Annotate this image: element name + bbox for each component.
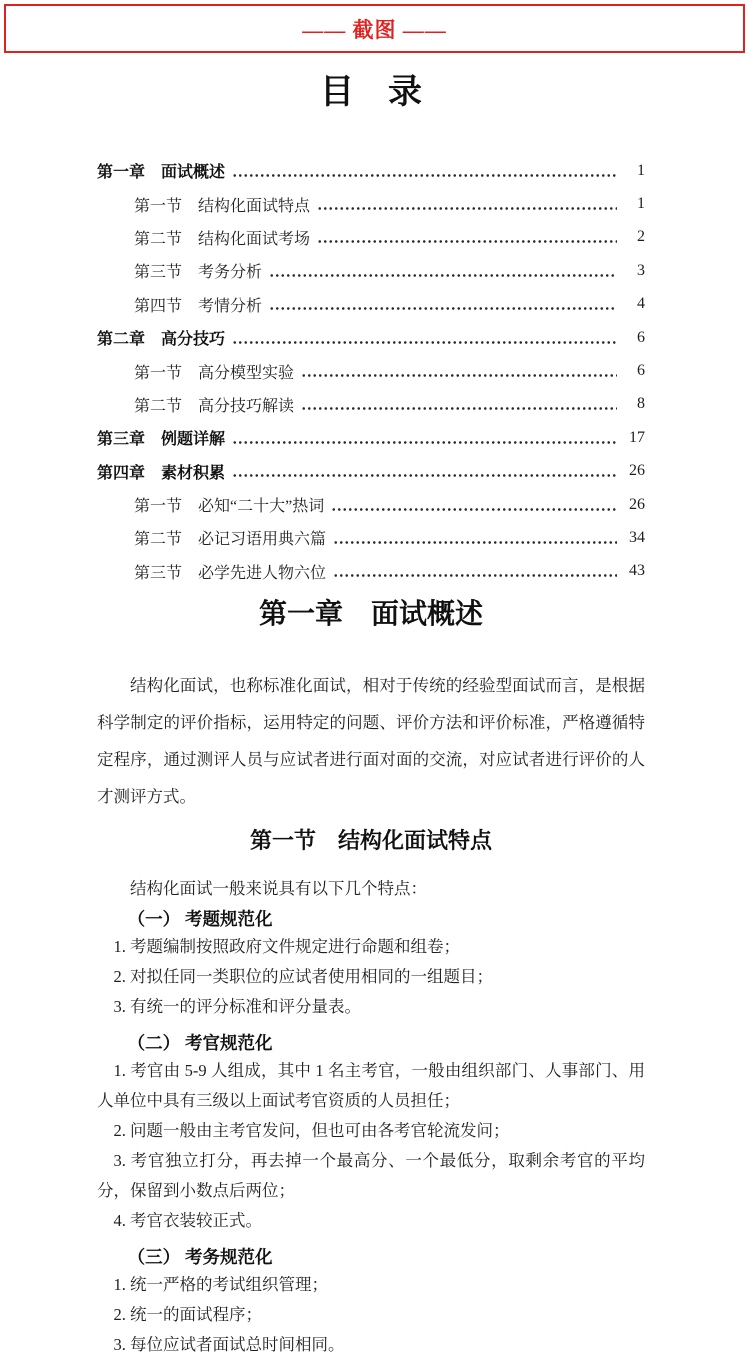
toc-entry-label: 第二节 结构化面试考场 <box>134 230 311 248</box>
dot-leader <box>333 574 617 577</box>
toc-entry-page: 2 <box>637 228 645 246</box>
toc-entry[interactable] <box>97 555 645 588</box>
toc-entry[interactable] <box>97 154 645 187</box>
dot-leader <box>269 274 617 277</box>
toc-entry[interactable] <box>97 321 645 354</box>
toc-entry-page: 3 <box>637 261 645 279</box>
toc-entry-label: 第二节 必记习语用典六篇 <box>134 531 327 549</box>
list-item: 2. 统一的面试程序； <box>113 1305 262 1325</box>
toc-entry[interactable] <box>97 288 645 321</box>
toc-entry[interactable] <box>97 187 645 220</box>
toc-entry[interactable] <box>97 488 645 521</box>
toc-entry[interactable] <box>97 354 645 387</box>
chapter-heading: 第一章 面试概述 <box>258 598 483 630</box>
toc-title: 目 录 <box>320 73 422 111</box>
subsection-heading: （一） 考题规范化 <box>127 909 273 930</box>
toc-entry-label: 第二章 高分技巧 <box>97 331 226 349</box>
dot-leader <box>333 541 617 544</box>
list-item: 3. 考官独立打分，再去掉一个最高分、一个最低分，取剩余考官的平均分，保留到小数点后两位； <box>97 1151 645 1201</box>
subsection-1 <box>97 906 645 1022</box>
list-item: 1. 考题编制按照政府文件规定进行命题和组卷； <box>113 937 460 957</box>
toc-entry-label: 第三节 考务分析 <box>134 264 263 282</box>
chapter-intro-paragraph: 结构化面试，也称标准化面试，相对于传统的经验型面试而言，是根据科学制定的评价指标，运用特定的问题、评价方法和评价标准，严格遵循特定程序，通过测评人员与应试者进行面对面的交流，对应试者进行评价的人才测评方式。 <box>97 676 645 807</box>
dot-leader <box>232 441 617 444</box>
dot-leader <box>301 374 617 377</box>
toc-entry[interactable] <box>97 254 645 287</box>
toc-entry-label: 第一节 必知“二十大”热词 <box>134 498 325 516</box>
dot-leader <box>232 174 617 177</box>
toc-entry-label: 第一节 结构化面试特点 <box>134 197 311 215</box>
subsection-heading: （三） 考务规范化 <box>127 1247 273 1268</box>
toc-entry-page: 8 <box>637 395 645 413</box>
section-lead: 结构化面试一般来说具有以下几个特点： <box>130 879 427 899</box>
list-item: 3. 每位应试者面试总时间相同。 <box>113 1335 345 1355</box>
toc-entry-page: 34 <box>629 528 645 546</box>
toc-entry[interactable] <box>97 421 645 454</box>
toc-entry-page: 43 <box>629 562 645 580</box>
screenshot-banner <box>4 4 745 53</box>
subsection-heading: （二） 考官规范化 <box>127 1033 273 1054</box>
dot-leader <box>317 240 617 243</box>
list-item: 4. 考官衣装较正式。 <box>113 1211 262 1231</box>
dot-leader <box>232 341 617 344</box>
toc-entry[interactable] <box>97 521 645 554</box>
toc-entry-label: 第四章 素材积累 <box>97 464 226 482</box>
toc-entry[interactable] <box>97 388 645 421</box>
dot-leader <box>301 407 617 410</box>
subsection-3 <box>97 1244 645 1360</box>
dot-leader <box>331 508 617 511</box>
list-item: 3. 有统一的评分标准和评分量表。 <box>113 997 361 1017</box>
toc-entry-label: 第一节 高分模型实验 <box>134 364 295 382</box>
toc-entry-label: 第二节 高分技巧解读 <box>134 397 295 415</box>
table-of-contents <box>97 154 645 588</box>
list-item: 2. 问题一般由主考官发问，但也可由各考官轮流发问； <box>113 1121 510 1141</box>
dot-leader <box>317 207 617 210</box>
toc-entry-label: 第四节 考情分析 <box>134 297 263 315</box>
list-item: 1. 统一严格的考试组织管理； <box>113 1275 328 1295</box>
toc-entry-page: 1 <box>637 161 645 179</box>
toc-entry[interactable] <box>97 221 645 254</box>
dot-leader <box>232 474 617 477</box>
toc-entry-label: 第三章 例题详解 <box>97 431 226 449</box>
toc-entry-page: 26 <box>629 495 645 513</box>
list-item: 1. 考官由 5-9 人组成，其中 1 名主考官，一般由组织部门、人事部门、用人单位中具有三级以上面试考官资质的人员担任； <box>97 1061 645 1111</box>
list-item: 2. 对拟任同一类职位的应试者使用相同的一组题目； <box>113 967 493 987</box>
screenshot-banner-label: —— 截图 —— <box>302 17 447 42</box>
toc-entry-label: 第一章 面试概述 <box>97 164 226 182</box>
toc-entry-page: 17 <box>629 428 645 446</box>
subsection-2 <box>97 1030 645 1236</box>
toc-entry-page: 6 <box>637 328 645 346</box>
toc-entry-page: 6 <box>637 362 645 380</box>
toc-entry-page: 1 <box>637 195 645 213</box>
toc-entry-label: 第三节 必学先进人物六位 <box>134 564 327 582</box>
toc-entry-page: 4 <box>637 295 645 313</box>
toc-entry-page: 26 <box>629 462 645 480</box>
section-heading: 第一节 结构化面试特点 <box>249 828 492 854</box>
toc-entry[interactable] <box>97 455 645 488</box>
dot-leader <box>269 307 617 310</box>
